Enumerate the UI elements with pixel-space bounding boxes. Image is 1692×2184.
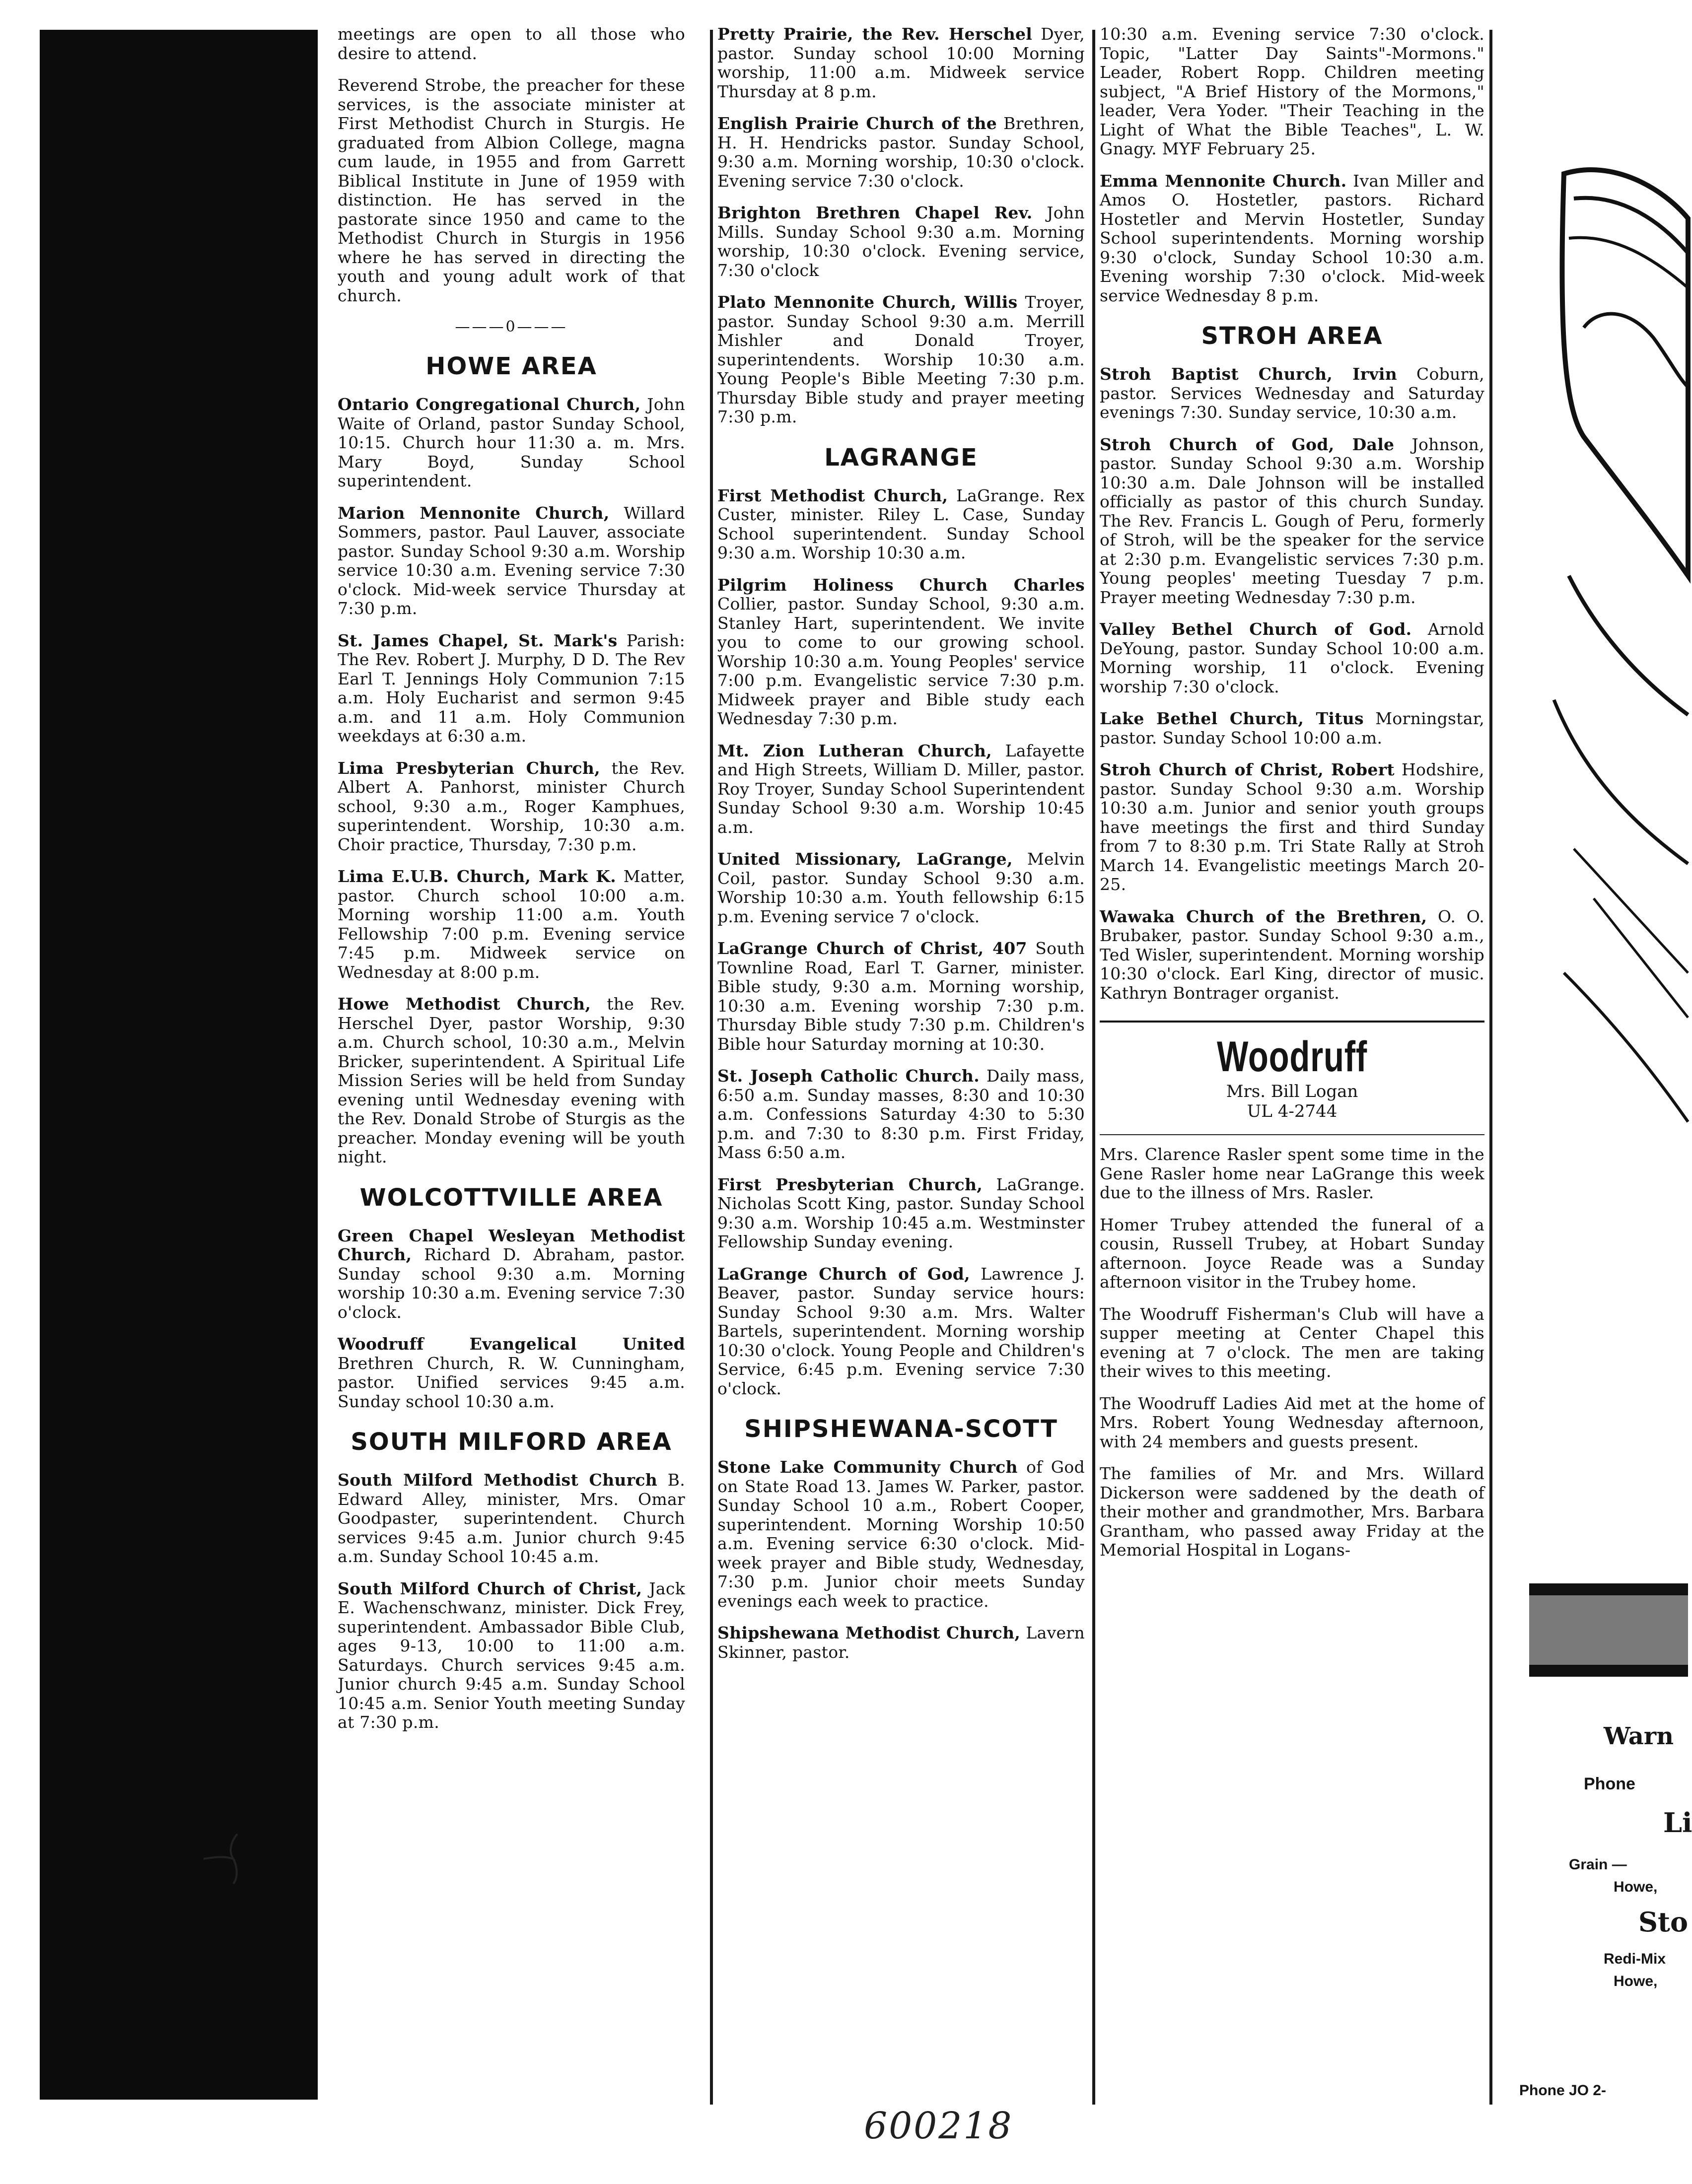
- intro-paragraph: meetings are open to all those who desire to attend.: [338, 24, 685, 63]
- church-listing: [717, 114, 1085, 191]
- ad-grain: Grain —: [1569, 1856, 1627, 1873]
- church-listing: [338, 395, 685, 491]
- church-listing: [1100, 760, 1484, 894]
- ad-phone: Phone JO 2-: [1519, 2082, 1607, 2099]
- church-details: LaGrange. Nicholas Scott King, pastor. Sunday School 9:30 a.m. Worship 10:45 a.m. Westminster Fellowship Sunday evening.: [717, 1174, 1085, 1251]
- church-details: B. Edward Alley, minister, Mrs. Omar Goodpaster, superintendent. Church services 9:45 a.m. Junior church 9:45 a.m. Sunday School 10:45 a.m.: [338, 1470, 685, 1566]
- column-1: [338, 25, 685, 2100]
- church-name: Mt. Zion Lutheran Church,: [717, 741, 992, 760]
- ad-warn: Warn: [1604, 1722, 1674, 1750]
- church-details: Troyer, pastor. Sunday School 9:30 a.m. Merrill Mishler and Donald Troyer, superintendents. Worship 10:30 a.m. Young People's Bible Meeting 7:30 p.m. Thursday Bible study and prayer meeting 7:30 p.m.: [717, 292, 1085, 426]
- church-listing: [338, 1471, 685, 1567]
- section-heading-wolcottville: WOLCOTTVILLE AREA: [359, 1183, 663, 1212]
- section-heading-stroh: STROH AREA: [1201, 322, 1383, 350]
- church-details: John Mills. Sunday School 9:30 a.m. Morning worship, 10:30 o'clock. Evening service, 7:30 o'clock: [717, 203, 1085, 280]
- church-details: the Rev. Herschel Dyer, pastor Worship, 9:30 a.m. Church school, 10:30 a.m., Melvin Bricker, superintendent. A Spiritual Life Mission Series will be held from Sunday evening until Wednesday evening with the Rev. Donald Strobe of Sturgis as the preacher. Monday evening will be youth night.: [338, 994, 685, 1166]
- church-name: Lima E.U.B. Church, Mark K.: [338, 867, 616, 886]
- church-listing: [717, 486, 1085, 563]
- church-listing: [338, 504, 685, 618]
- church-listing: [717, 576, 1085, 729]
- ad-redi-mix: Redi-Mix: [1604, 1951, 1666, 1967]
- news-item: The Woodruff Ladies Aid met at the home of Mrs. Robert Young Wednesday afternoon, with 24 members and guests present.: [1100, 1393, 1484, 1451]
- woodruff-phone: UL 4-2744: [1247, 1101, 1338, 1121]
- church-details: Richard D. Abraham, pastor. Sunday school 9:30 a.m. Morning worship 10:30 a.m. Evening service 7:30 o'clock.: [338, 1245, 686, 1322]
- section-heading-south-milford: SOUTH MILFORD AREA: [351, 1428, 672, 1456]
- column-rule-2: [1092, 30, 1095, 2105]
- church-listing: [338, 1335, 685, 1411]
- church-name: Stroh Church of God, Dale: [1100, 434, 1395, 454]
- handwritten-archive-number: 600218: [864, 2105, 1013, 2147]
- church-listing: [338, 1579, 685, 1732]
- pen-tick-mark: [199, 1832, 248, 1886]
- church-listing: [717, 742, 1085, 837]
- church-name: Valley Bethel Church of God.: [1100, 619, 1412, 639]
- church-details: Parish: The Rev. Robert J. Murphy, D D. The Rev Earl T. Jennings Holy Communion 7:15 a.m. Holy Eucharist and sermon 9:45 a.m. and 11 a.m. Holy Communion weekdays at 6:30 a.m.: [338, 630, 685, 746]
- church-listing: [717, 204, 1085, 280]
- ad-banner-block: [1529, 1583, 1688, 1677]
- ad-sto: Sto: [1638, 1906, 1688, 1938]
- church-details: Brethren, H. H. Hendricks pastor. Sunday School, 9:30 a.m. Morning worship, 10:30 o'clock. Evening service 7:30 o'clock.: [717, 114, 1085, 191]
- church-details: the Rev. Albert A. Panhorst, minister Church school, 9:30 a.m., Roger Kamphues, superintendent. Worship, 10:30 a.m. Choir practice, Thursday, 7:30 p.m.: [338, 758, 685, 854]
- church-details: Lawrence J. Beaver, pastor. Sunday service hours: Sunday School 9:30 a.m. Mrs. Walter Bartels, superintendent. Morning worship 10:30 o'clock. Young People and Children's Service, 6:45 p.m. Evening service 7:30 o'clock.: [717, 1264, 1085, 1398]
- church-listing: [717, 1458, 1085, 1611]
- church-listing: [1100, 365, 1484, 422]
- church-listing: [1100, 25, 1484, 159]
- ad-phone: Phone: [1584, 1774, 1635, 1793]
- ad-howe: Howe,: [1614, 1973, 1658, 1989]
- news-item: The families of Mr. and Mrs. Willard Dickerson were saddened by the death of their mother and grandmother, Mrs. Barbara Grantham, who passed away Friday at the Memorial Hospital in Logans-: [1100, 1464, 1484, 1560]
- ad-li: Li: [1663, 1807, 1692, 1839]
- church-listing: [717, 1067, 1085, 1162]
- church-details: Hodshire, pastor. Sunday School 9:30 a.m. Worship 10:30 a.m. Junior and senior youth groups have meetings the first and third Sunday from 7 to 8:30 p.m. Tri State Rally at Stroh March 14. Evangelistic meetings March 20-25.: [1100, 760, 1484, 894]
- church-name: Green Chapel Wesleyan Methodist Church,: [338, 1226, 685, 1264]
- church-name: Wawaka Church of the Brethren,: [1100, 906, 1427, 926]
- church-details: Johnson, pastor. Sunday School 9:30 a.m. Worship 10:30 a.m. Dale Johnson will be installed officially as pastor of this church Sunday. The Rev. Francis L. Gough of Peru, formerly of Stroh, will be the speaker for the service at 2:30 p.m. Evangelistic services 7:30 p.m. Young peoples' meeting Tuesday 7 p.m. Prayer meeting Wednesday 7:30 p.m.: [1100, 434, 1484, 607]
- church-details: Coburn, pastor. Services Wednesday and Saturday evenings 7:30. Sunday service, 10:30 a.m.: [1100, 364, 1485, 422]
- church-name: South Milford Methodist Church: [338, 1470, 658, 1490]
- church-details: Collier, pastor. Sunday School, 9:30 a.m. Stanley Hart, superintendent. We invite you to come to our growing school. Worship 10:30 a.m. Young Peoples' service 7:00 p.m. Evangelistic service 7:30 p.m. Midweek prayer and Bible study each Wednesday 7:30 p.m.: [717, 594, 1085, 728]
- church-name: LaGrange Church of Christ, 407: [717, 939, 1027, 958]
- church-details: Morningstar, pastor. Sunday School 10:00 a.m.: [1100, 709, 1485, 748]
- woodruff-title: Woodruff: [1216, 1033, 1368, 1081]
- section-heading-howe: HOWE AREA: [425, 352, 597, 380]
- church-details: Melvin Coil, pastor. Sunday School 9:30 a.m. Worship 10:30 a.m. Youth fellowship 6:15 p.m. Evening service 7 o'clock.: [717, 849, 1085, 926]
- church-name: LaGrange Church of God,: [717, 1264, 970, 1284]
- church-name: Pretty Prairie, the Rev. Herschel: [717, 24, 1033, 44]
- church-details: Dyer, pastor. Sunday school 10:00 Morning worship, 11:00 a.m. Midweek service Thursday at 8 p.m.: [717, 24, 1085, 101]
- church-listing: [1100, 172, 1484, 306]
- column-rule-1: [710, 30, 713, 2105]
- news-item: Homer Trubey attended the funeral of a cousin, Russell Trubey, at Hobart Sunday afternoon. Joyce Reade was a Sunday afternoon visitor in the Trubey home.: [1100, 1215, 1484, 1292]
- church-details: Willard Sommers, pastor. Paul Lauver, associate pastor. Sunday School 9:30 a.m. Worship service 10:30 a.m. Evening service 7:30 o'clock. Mid-week service Thursday at 7:30 p.m.: [338, 503, 685, 618]
- church-listing: [717, 1265, 1085, 1399]
- church-listing: [1100, 435, 1484, 608]
- church-name: St. Joseph Catholic Church.: [717, 1066, 980, 1086]
- church-details: John Waite of Orland, pastor Sunday School, 10:15. Church hour 11:30 a. m. Mrs. Mary Boyd, Sunday School superintendent.: [338, 395, 685, 490]
- church-name: Howe Methodist Church,: [338, 994, 591, 1014]
- church-details: O. O. Brubaker, pastor. Sunday School 9:30 a.m., Ted Wisler, superintendent. Morning worship 10:30 o'clock. Earl King, director of music. Kathryn Bontrager organist.: [1100, 906, 1484, 1003]
- church-details: Daily mass, 6:50 a.m. Sunday masses, 8:30 and 10:30 a.m. Confessions Saturday 4:30 to 5:30 p.m. and 7:30 to 8:30 p.m. First Friday, Mass 6:50 a.m.: [717, 1066, 1085, 1162]
- church-listing: [1100, 709, 1484, 748]
- church-listing: [717, 25, 1085, 101]
- ad-howe: Howe,: [1614, 1879, 1658, 1895]
- church-details: Ivan Miller and Amos O. Hostetler, pastors. Richard Hostetler and Mervin Hostetler, Sunday School superintendents. Morning worship 9:30 o'clock, Sunday School 10:30 a.m. Evening worship 7:30 o'clock. Mid-week service Wednesday 8 p.m.: [1100, 171, 1484, 305]
- church-listing: [717, 1624, 1085, 1662]
- column-rule-3: [1489, 30, 1492, 2105]
- church-listing: [717, 293, 1085, 427]
- section-separator: ———0———: [455, 318, 568, 336]
- church-name: Stone Lake Community Church: [717, 1457, 1018, 1477]
- church-name: Lima Presbyterian Church,: [338, 758, 600, 778]
- column-2: [717, 25, 1085, 2100]
- church-details: of God on State Road 13. James W. Parker, pastor. Sunday School 10 a.m., Robert Cooper, superintendent. Morning Worship 10:50 a.m. Evening service 6:30 o'clock. Mid-week prayer and Bible study, Wednesday, 7:30 p.m. Junior choir meets Sunday evenings each week to practice.: [717, 1457, 1085, 1611]
- church-name: Marion Mennonite Church,: [338, 503, 610, 523]
- church-name: First Presbyterian Church,: [717, 1174, 983, 1194]
- church-name: St. James Chapel, St. Mark's: [338, 630, 618, 650]
- church-name: English Prairie Church of the: [717, 114, 997, 133]
- church-details: Arnold DeYoung, pastor. Sunday School 10:00 a.m. Morning worship, 11 o'clock. Evening worship 7:30 o'clock.: [1100, 619, 1484, 696]
- church-name: Lake Bethel Church, Titus: [1100, 709, 1364, 728]
- church-name: First Methodist Church,: [717, 485, 948, 505]
- church-details: Jack E. Wachenschwanz, minister. Dick Frey, superintendent. Ambassador Bible Club, ages 9-13, 10:00 to 11:00 a.m. Saturdays. Church services 9:45 a.m. Junior church 9:45 a.m. Sunday School 10:45 a.m. Senior Youth meeting Sunday at 7:30 p.m.: [338, 1578, 685, 1732]
- church-listing: [338, 867, 685, 982]
- church-listing: [338, 759, 685, 855]
- woodruff-byline: Mrs. Bill Logan: [1226, 1082, 1358, 1101]
- church-name: Woodruff Evangelical United: [338, 1334, 685, 1354]
- church-details: Lavern Skinner, pastor.: [717, 1623, 1085, 1662]
- column-3: [1100, 25, 1484, 2100]
- intro-paragraph: Reverend Strobe, the preacher for these services, is the associate minister at First Methodist Church in Sturgis. He graduated from Albion College, magna cum laude, in 1955 and from Garrett Biblical Institute in June of 1959 with distinction. He has served in the pastorate since 1950 and came to the Methodist Church in Sturgis in 1956 where he has served in directing the youth and young adult work of that church.: [338, 75, 685, 305]
- church-name: Stroh Church of Christ, Robert: [1100, 760, 1395, 779]
- church-name: Shipshewana Methodist Church,: [717, 1623, 1021, 1642]
- church-listing: [338, 631, 685, 746]
- church-name: Pilgrim Holiness Church Charles: [717, 575, 1085, 595]
- news-item: Mrs. Clarence Rasler spent some time in the Gene Rasler home near LaGrange this week due to the illness of Mrs. Rasler.: [1100, 1145, 1484, 1202]
- section-heading-lagrange: LAGRANGE: [824, 443, 978, 472]
- church-name: South Milford Church of Christ,: [338, 1578, 642, 1598]
- church-name: Brighton Brethren Chapel Rev.: [717, 203, 1033, 222]
- church-details: South Townline Road, Earl T. Garner, minister. Bible study, 9:30 a.m. Morning worship, 10:30 a.m. Evening worship 7:30 p.m. Thursday Bible study 7:30 p.m. Children's Bible hour Saturday morning at 10:30.: [717, 939, 1085, 1054]
- church-listing: [338, 1227, 685, 1322]
- church-listing: [338, 995, 685, 1167]
- church-listing: [717, 850, 1085, 926]
- news-item: The Woodruff Fisherman's Club will have a supper meeting at Center Chapel this evening at 7 o'clock. The men are taking their wives to this meeting.: [1100, 1304, 1484, 1381]
- church-listing: [1100, 620, 1484, 696]
- church-name: Emma Mennonite Church.: [1100, 171, 1347, 191]
- church-details: 10:30 a.m. Evening service 7:30 o'clock. Topic, "Latter Day Saints"-Mormons." Leader, Robert Ropp. Children meeting subject, "A Brief History of the Mormons," leader, Vera Yoder. "Their Teaching in the Light of What the Bible Teaches", L. W. Gnagy. MYF February 25.: [1100, 24, 1484, 158]
- church-details: Matter, pastor. Church school 10:00 a.m. Morning worship 11:00 a.m. Youth Fellowship 7:00 p.m. Evening service 7:45 p.m. Midweek service on Wednesday at 8:00 p.m.: [338, 867, 685, 982]
- scan-black-margin: [40, 30, 318, 2100]
- church-listing: [717, 1175, 1085, 1252]
- church-details: Lafayette and High Streets, William D. Miller, pastor. Roy Troyer, Sunday School Superintendent Sunday School 9:30 a.m. Worship 10:45 a.m.: [717, 741, 1085, 837]
- woodruff-masthead: [1100, 1021, 1484, 1121]
- church-details: LaGrange. Rex Custer, minister. Riley L. Case, Sunday School superintendent. Sunday School 9:30 a.m. Worship 10:30 a.m.: [717, 485, 1085, 562]
- section-heading-shipshewana: SHIPSHEWANA-SCOTT: [744, 1415, 1058, 1443]
- church-name: Stroh Baptist Church, Irvin: [1100, 364, 1397, 384]
- church-name: Ontario Congregational Church,: [338, 395, 641, 414]
- church-details: Brethren Church, R. W. Cunningham, pastor. Unified services 9:45 a.m. Sunday school 10:30 a.m.: [338, 1353, 685, 1411]
- cropped-illustration: [1554, 30, 1688, 1191]
- church-listing: [717, 939, 1085, 1054]
- church-name: Plato Mennonite Church, Willis: [717, 292, 1018, 312]
- church-name: United Missionary, LaGrange,: [717, 849, 1013, 869]
- church-listing: [1100, 907, 1484, 1003]
